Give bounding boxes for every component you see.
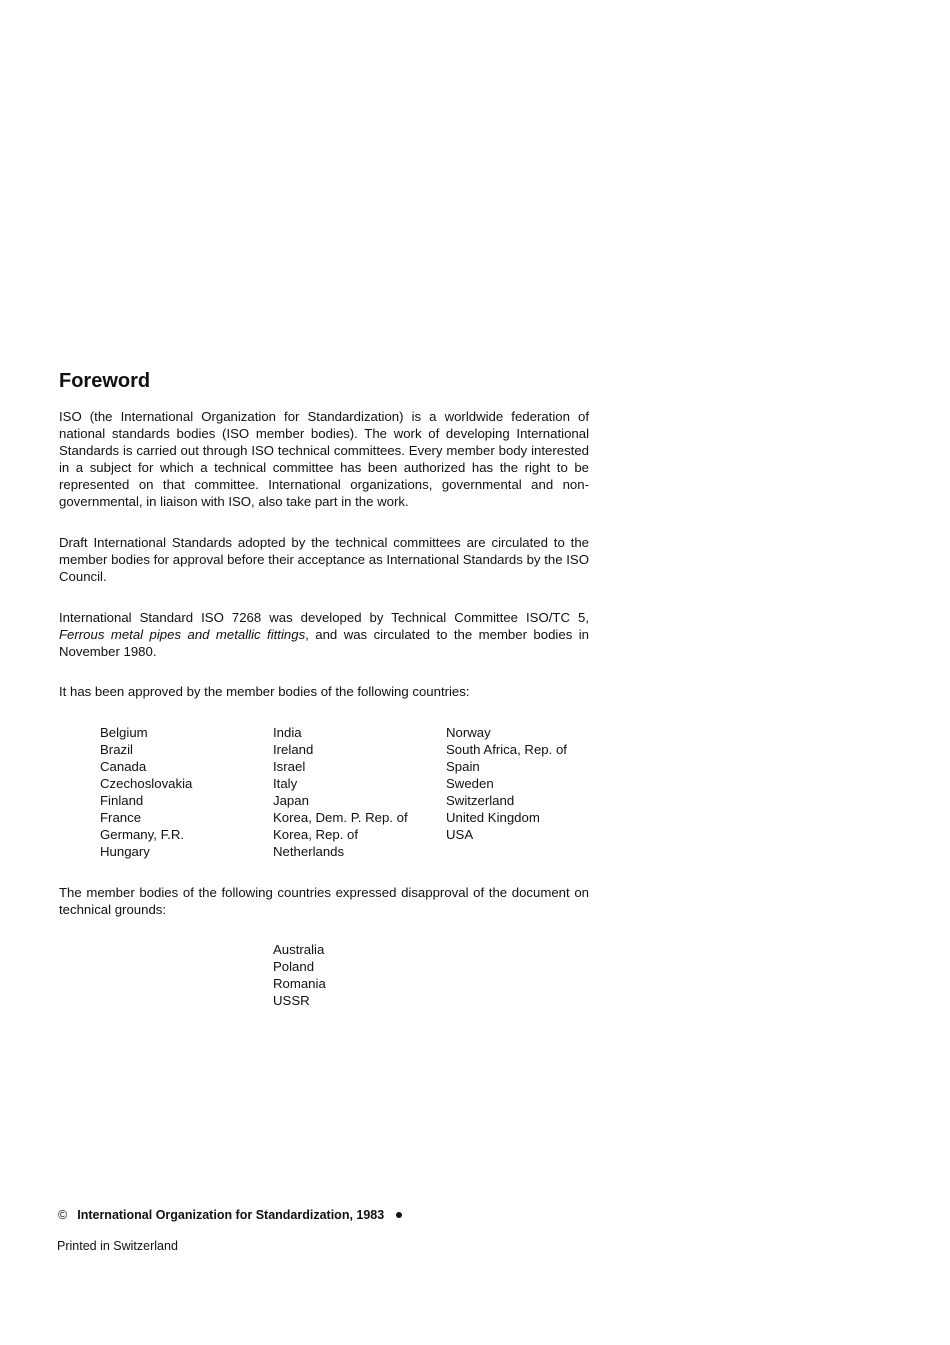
page-title: Foreword [59, 370, 151, 392]
country-item: Spain [446, 759, 480, 774]
paragraph-standard-development [59, 609, 589, 660]
country-item: Belgium [100, 725, 148, 740]
country-item: Israel [273, 759, 306, 774]
country-item: Germany, F.R. [100, 827, 185, 842]
paragraph-standard-text-end: , and was circulated to the member bodies in November 1980. [59, 627, 589, 659]
country-item: Korea, Rep. of [273, 827, 359, 842]
country-item: Norway [446, 725, 491, 740]
country-item: United Kingdom [446, 810, 540, 825]
copyright-symbol: © [58, 1208, 68, 1222]
country-item: USSR [273, 993, 310, 1008]
country-item: Poland [273, 959, 315, 974]
approved-countries-column-3 [446, 724, 567, 843]
country-item: South Africa, Rep. of [446, 742, 567, 757]
approved-countries-column-1 [100, 724, 192, 860]
country-item: Finland [100, 793, 144, 808]
bullet-icon [396, 1212, 402, 1218]
paragraph-standard-text-start: International Standard ISO 7268 was developed by Technical Committee ISO/TC 5, [59, 610, 589, 625]
approved-countries-column-2 [273, 724, 408, 860]
country-item: Korea, Dem. P. Rep. of [273, 810, 408, 825]
country-item: India [273, 725, 302, 740]
committee-title: Ferrous metal pipes and metallic fittings [59, 627, 306, 642]
country-item: France [100, 810, 142, 825]
paragraph-draft-standards: Draft International Standards adopted by the technical committees are circulated to the member bodies for approval before their acceptance as International Standards by the ISO Council. [59, 535, 589, 584]
disapproved-countries-list [273, 941, 326, 1009]
country-item: Switzerland [446, 793, 515, 808]
country-item: USA [446, 827, 474, 842]
country-item: Sweden [446, 776, 494, 791]
country-item: Canada [100, 759, 147, 774]
paragraph-iso-intro: ISO (the International Organization for Standardization) is a worldwide federation of national standards bodies (ISO member bodies). The work of developing International Standards is carried out through ISO technical committees. Every member body interested in a subject for which a technical committee has been authorized has the right to be represented on that committee. International organizations, governmental and non-governmental, in liaison with ISO, also take part in the work. [59, 409, 589, 509]
paragraph-approval-intro: It has been approved by the member bodies of the following countries: [59, 684, 470, 699]
paragraph-disapproval-intro: The member bodies of the following countries expressed disapproval of the document on technical grounds: [59, 885, 589, 917]
country-item: Romania [273, 976, 326, 991]
copyright-line [58, 1207, 402, 1224]
country-item: Hungary [100, 844, 150, 859]
copyright-text: International Organization for Standardization, 1983 [77, 1208, 385, 1222]
country-item: Ireland [273, 742, 314, 757]
country-item: Italy [273, 776, 298, 791]
country-item: Czechoslovakia [100, 776, 193, 791]
country-item: Japan [273, 793, 309, 808]
country-item: Netherlands [273, 844, 345, 859]
printed-location: Printed in Switzerland [57, 1239, 178, 1253]
country-item: Australia [273, 942, 325, 957]
country-item: Brazil [100, 742, 133, 757]
